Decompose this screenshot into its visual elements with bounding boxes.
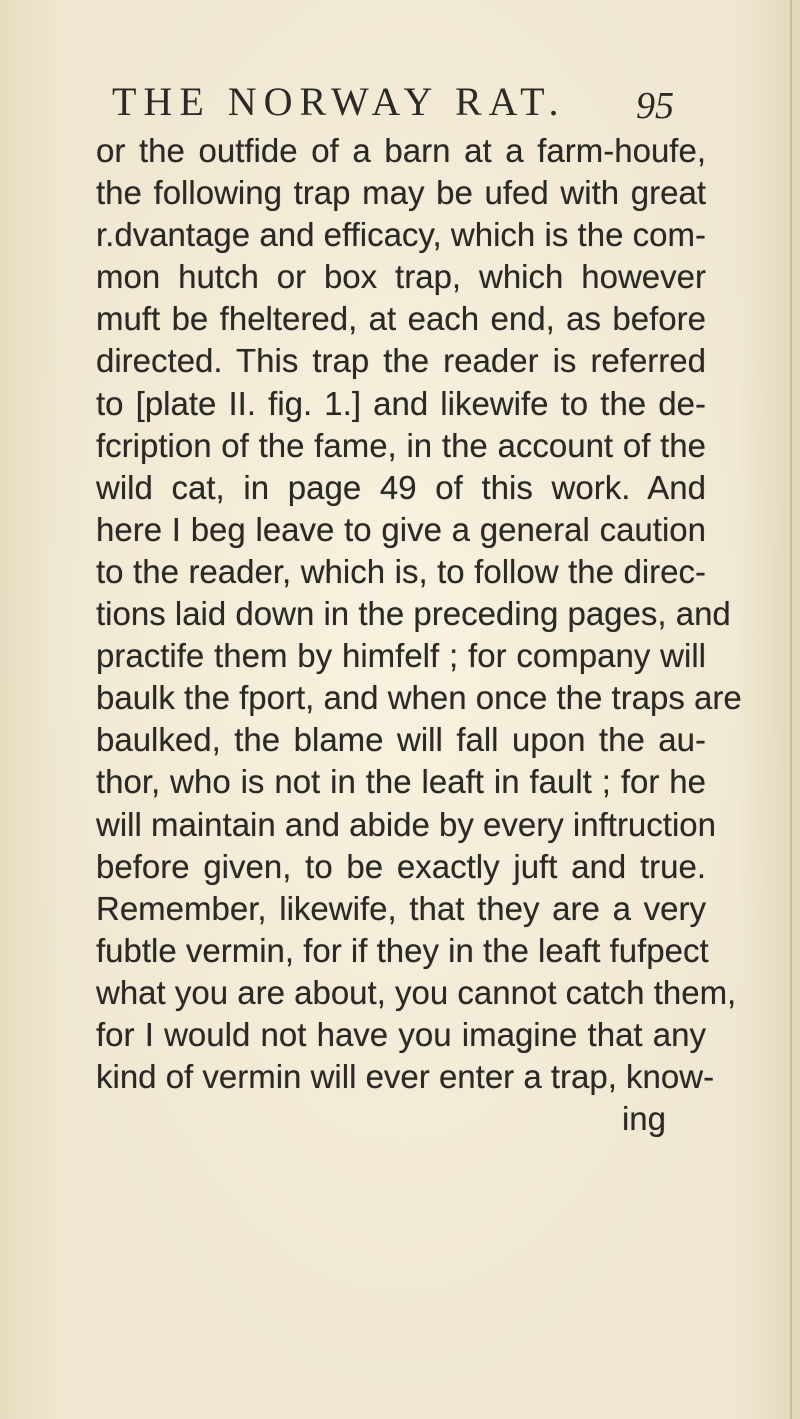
- text-line: fubtle vermin, for if they in the leaft fufpect: [96, 931, 709, 969]
- text-line: practife them by himfelf ; for company will: [96, 637, 706, 675]
- text-line: mon hutch or box trap, which however: [96, 258, 706, 296]
- text-line: will maintain and abide by every inftruction: [96, 805, 716, 843]
- text-line: directed. This trap the reader is referred: [96, 342, 706, 380]
- text-line: what you are about, you cannot catch them,: [96, 973, 737, 1011]
- text-line: or the outfide of a barn at a farm-houfe,: [96, 132, 706, 169]
- text-line: tions laid down in the preceding pages, and: [96, 595, 731, 633]
- page-number: 95: [636, 85, 674, 127]
- text-line: baulk the fport, and when once the traps are: [96, 679, 742, 717]
- text-line: for I would not have you imagine that any: [96, 1015, 706, 1053]
- text-line: kind of vermin will ever enter a trap, know-: [96, 1058, 715, 1096]
- running-title: THE NORWAY RAT.: [112, 79, 566, 124]
- page-header: [112, 78, 672, 128]
- text-line: baulked, the blame will fall upon the au-: [96, 721, 706, 759]
- catchword: ing: [621, 1100, 666, 1138]
- body-text: [96, 130, 742, 1140]
- text-line: before given, to be exactly juft and true.: [96, 847, 706, 885]
- page-edge: [790, 0, 792, 1419]
- text-line: the following trap may be ufed with great: [96, 174, 706, 212]
- text-line: r.dvantage and efficacy, which is the com-: [96, 216, 706, 254]
- text-line: Remember, likewife, that they are a very: [96, 889, 706, 927]
- text-line: fcription of the fame, in the account of the: [96, 426, 706, 464]
- text-line: to [plate II. fig. 1.] and likewife to the de-: [96, 384, 706, 422]
- text-line: wild cat, in page 49 of this work. And: [96, 468, 706, 506]
- text-line: to the reader, which is, to follow the direc-: [96, 552, 706, 590]
- text-line: thor, who is not in the leaft in fault ; for he: [96, 763, 706, 801]
- text-line: muft be fheltered, at each end, as before: [96, 300, 706, 338]
- text-line: here I beg leave to give a general caution: [96, 510, 706, 548]
